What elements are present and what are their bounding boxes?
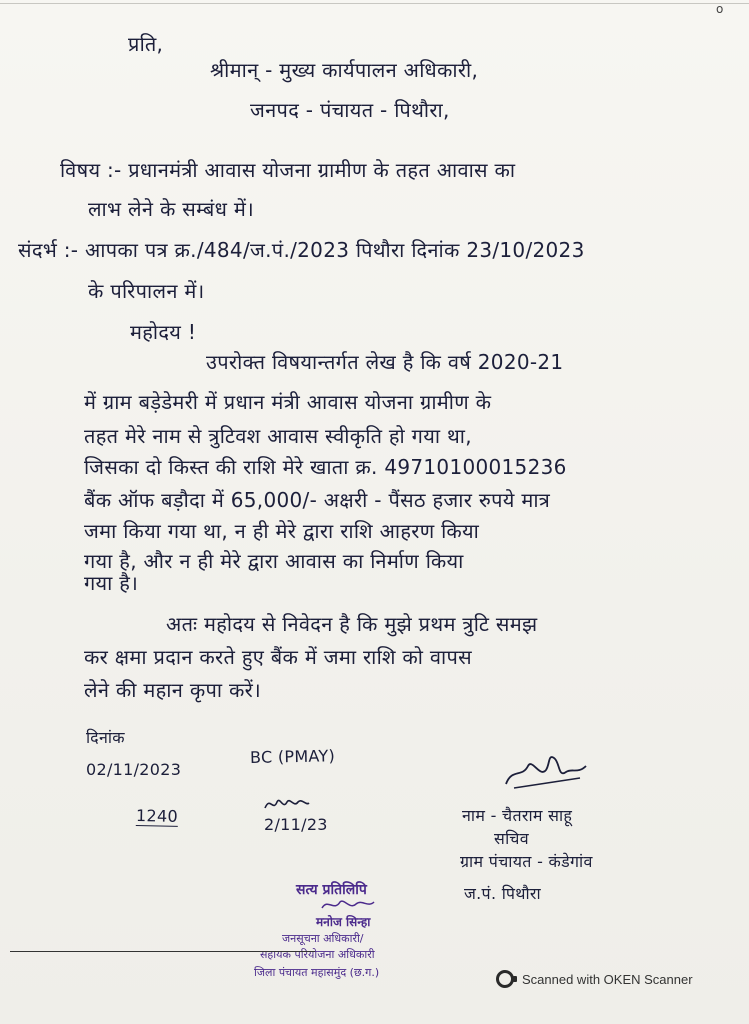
inward-number-text: 1240 xyxy=(135,806,179,826)
stamp-title: सत्य प्रतिलिपि xyxy=(296,882,367,898)
inward-number xyxy=(136,806,178,826)
request-line-3: लेने की महान कृपा करें। xyxy=(84,678,262,702)
signatory-designation: सचिव xyxy=(494,829,529,848)
signatory-janpad: ज.पं. पिथौरा xyxy=(464,884,541,903)
date-label: दिनांक xyxy=(86,728,125,747)
request-line-1: अतः महोदय से निवेदन है कि मुझे प्रथम त्रुटि समझ xyxy=(166,612,538,636)
date-value: 02/11/2023 xyxy=(86,760,182,779)
body-line-5: बैंक ऑफ बड़ौदा में 65,000/- अक्षरी - पैंसठ हजार रुपये मात्र xyxy=(84,488,551,512)
subject-line-2: लाभ लेने के सम्बंध में। xyxy=(88,197,255,221)
signatory-name: नाम - चैतराम साहू xyxy=(462,806,573,825)
body-line-6: जमा किया गया था, न ही मेरे द्वारा राशि आहरण किया xyxy=(84,519,480,543)
body-line-2: में ग्राम बड़ेडेमरी में प्रधान मंत्री आवास योजना ग्रामीण के xyxy=(84,390,492,414)
top-edge-line xyxy=(0,3,749,4)
signatory-panchayat: ग्राम पंचायत - कंडेगांव xyxy=(460,852,593,871)
salutation-prati: प्रति, xyxy=(128,32,164,56)
body-line-7: गया है, और न ही मेरे द्वारा आवास का निर्माण किया xyxy=(84,549,464,573)
reference-line-2: के परिपालन में। xyxy=(88,279,205,303)
stamp-line-3: जिला पंचायत महासमुंद (छ.ग.) xyxy=(254,966,380,979)
stamp-signature-icon xyxy=(318,896,378,914)
oken-scanner-icon xyxy=(496,970,514,988)
scanner-watermark xyxy=(496,970,693,988)
request-line-2: कर क्षमा प्रदान करते हुए बैंक में जमा राशि को वापस xyxy=(84,645,472,669)
reference-line-1: संदर्भ :- आपका पत्र क्र./484/ज.पं./2023 पिथौरा दिनांक 23/10/2023 xyxy=(18,238,585,262)
stamp-officer-name: मनोज सिन्हा xyxy=(316,915,371,929)
secretary-signature-icon xyxy=(500,748,592,794)
body-line-4: जिसका दो किस्त की राशि मेरे खाता क्र. 49710100015236 xyxy=(84,455,567,479)
stamp-line-2: सहायक परियोजना अधिकारी xyxy=(260,948,375,961)
scanner-watermark-text: Scanned with OKEN Scanner xyxy=(522,971,693,987)
stamp-line-1: जनसूचना अधिकारी/ xyxy=(282,932,364,945)
salutation-mahoday: महोदय ! xyxy=(130,320,197,344)
initial-date: 2/11/23 xyxy=(264,815,328,834)
body-line-8: गया है। xyxy=(84,571,139,595)
subject-line-1: विषय :- प्रधानमंत्री आवास योजना ग्रामीण के तहत आवास का xyxy=(60,158,516,182)
address-line-2: जनपद - पंचायत - पिथौरा, xyxy=(250,98,450,122)
bc-annotation: BC (PMAY) xyxy=(249,746,336,767)
body-line-3: तहत मेरे नाम से त्रुटिवश आवास स्वीकृति हो गया था, xyxy=(84,424,472,448)
initial-signature-icon xyxy=(262,794,312,814)
bottom-divider xyxy=(10,951,315,952)
address-line-1: श्रीमान् - मुख्य कार्यपालन अधिकारी, xyxy=(210,58,479,82)
corner-mark: o xyxy=(716,2,724,16)
body-line-1: उपरोक्त विषयान्तर्गत लेख है कि वर्ष 2020-21 xyxy=(206,350,564,374)
